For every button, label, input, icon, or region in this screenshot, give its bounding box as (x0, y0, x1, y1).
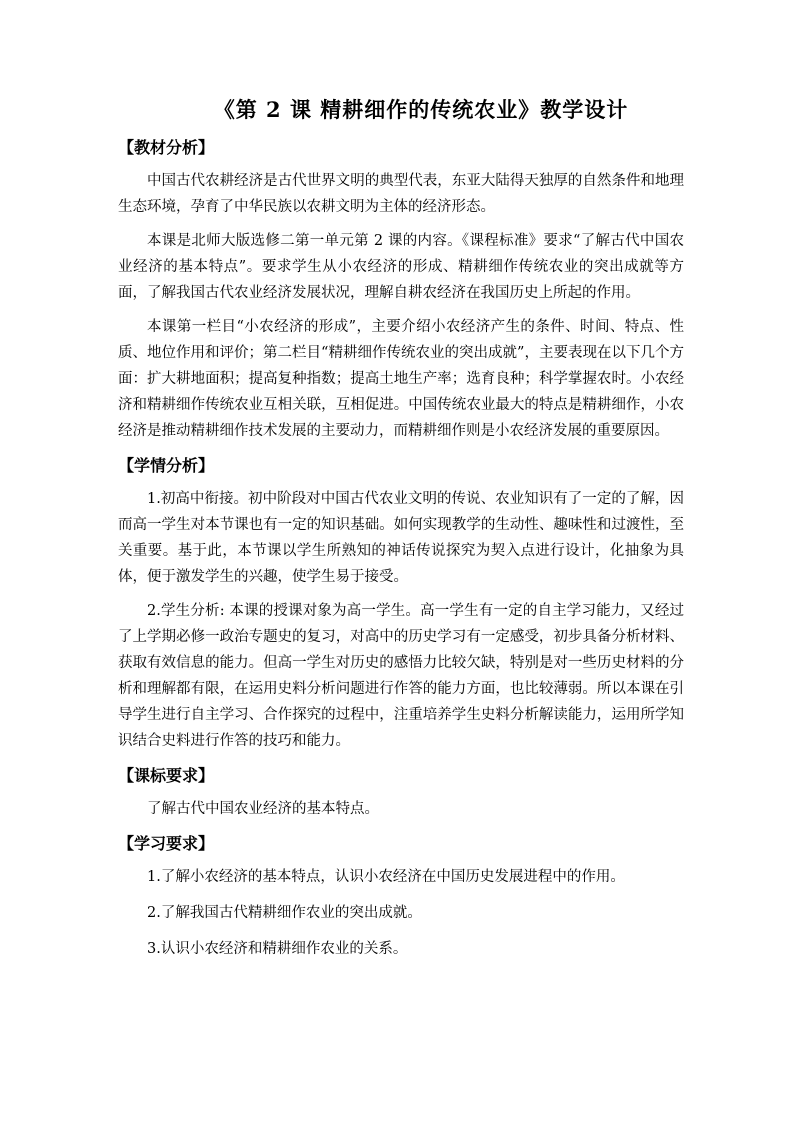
student-paragraph-2: 2.学生分析: 本课的授课对象为高一学生。高一学生有一定的自主学习能力，又经过了上学期必修一政治专题史的复习，对高中的历史学习有一定感受，初步具备分析材料、获取有效信息的能力。但高一学生对历史的感悟力比较欠缺，特别是对一些历史材料的分析和理解都有限，在运用史料分析问题进行作答的能力方面，也比较薄弱。所以本课在引导学生进行自主学习、合作探究的过程中，注重培养学生史料分析解读能力，运用所学知识结合史料进行作答的技巧和能力。 (118, 603, 684, 749)
learning-item-2: 2.了解我国古代精耕细作农业的突出成就。 (147, 905, 422, 921)
learning-item-1: 1.了解小农经济的基本特点，认识小农经济在中国历史发展进程中的作用。 (147, 869, 625, 885)
section-heading-learning-requirements: 【学习要求】 (118, 834, 215, 853)
section-heading-textbook-analysis: 【教材分析】 (118, 138, 215, 157)
document-title: 《第 2 课 精耕细作的传统农业》教学设计 (213, 97, 629, 122)
textbook-paragraph-2: 本课是北师大版选修二第一单元第 2 课的内容。《课程标准》要求“了解古代中国农业经济的基本特点”。要求学生从小农经济的形成、精耕细作传统农业的突出成就等方面，了解我国古代农业经济发展状况，理解自耕农经济在我国历史上所起的作用。 (118, 233, 684, 301)
curriculum-paragraph-1: 了解古代中国农业经济的基本特点。 (147, 801, 379, 817)
student-paragraph-1: 1.初高中衔接。初中阶段对中国古代农业文明的传说、农业知识有了一定的了解，因而高一学生对本节课也有一定的知识基础。如何实现教学的生动性、趣味性和过渡性，至关重要。基于此，本节课以学生所熟知的神话传说探究为契入点进行设计，化抽象为具体，便于激发学生的兴趣，使学生易于接受。 (118, 491, 684, 585)
textbook-paragraph-1: 中国古代农耕经济是古代世界文明的典型代表，东亚大陆得天独厚的自然条件和地理生态环境，孕育了中华民族以农耕文明为主体的经济形态。 (118, 173, 684, 215)
learning-item-3: 3.认识小农经济和精耕细作农业的关系。 (147, 941, 408, 957)
textbook-paragraph-3: 本课第一栏目“小农经济的形成”，主要介绍小农经济产生的条件、时间、特点、性质、地位作用和评价；第二栏目“精耕细作传统农业的突出成就”，主要表现在以下几个方面：扩大耕地面积；提高复种指数；提高土地生产率；选育良种；科学掌握农时。小农经济和精耕细作传统农业互相关联，互相促进。中国传统农业最大的特点是精耕细作，小农经济是推动精耕细作技术发展的主要动力，而精耕细作则是小农经济发展的重要原因。 (118, 319, 684, 439)
section-heading-curriculum-requirements: 【课标要求】 (118, 766, 215, 785)
section-heading-student-analysis: 【学情分析】 (118, 456, 215, 475)
